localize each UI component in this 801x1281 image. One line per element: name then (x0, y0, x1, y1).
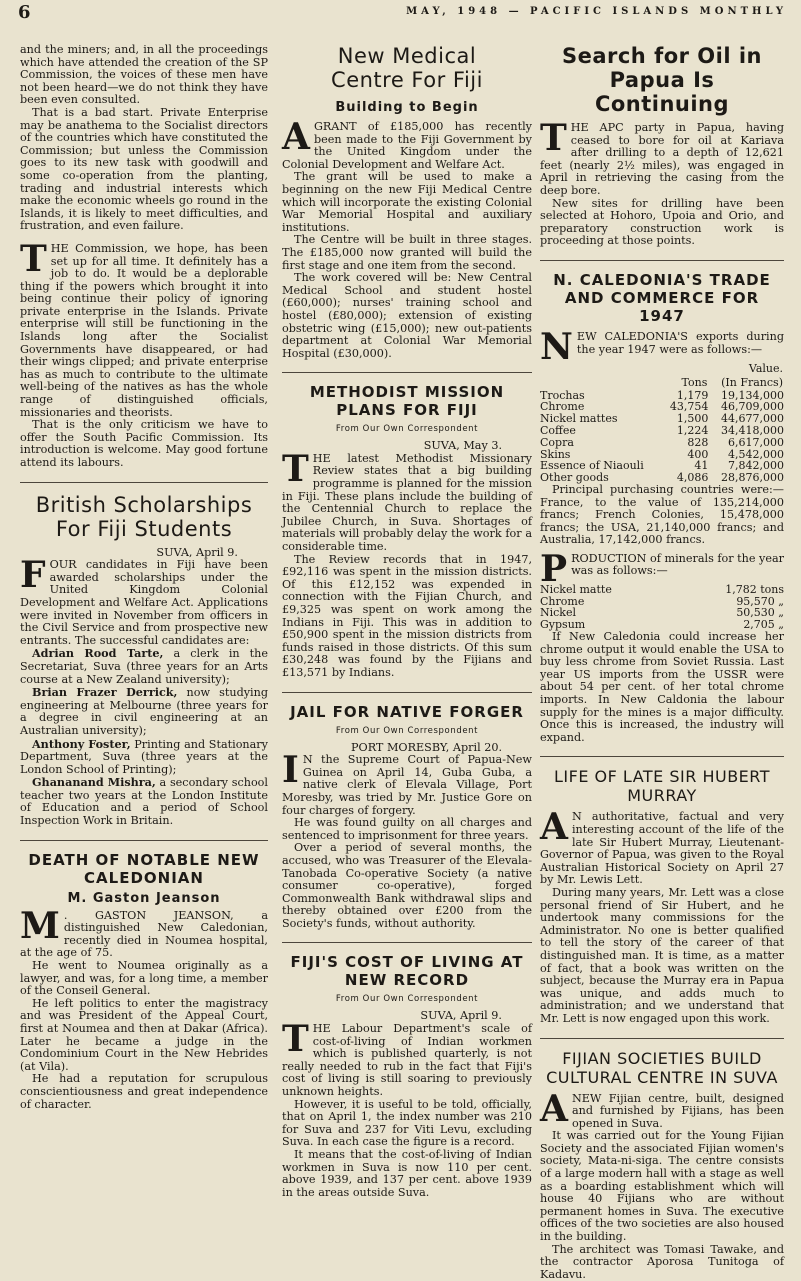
body-paragraph: FOUR candidates in Fiji have been awarded scholarships under the United Kingdom Colonial Development and Welfare Act. Applications were invited in November from officers in the Civil Service and from prospective new entrants. The successful candidates are: (20, 554, 268, 647)
body-paragraph: THE latest Methodist Missionary Review states that a big building programme is planned for the mission in Fiji. These plans include the building of the Centennial Church to replace the Jubilee Church, in Suva. Shortages of materials will probably delay the work for a considerable time. (282, 447, 532, 554)
table-row: Nickel mattes 1,500 44,677,000 (540, 412, 784, 426)
body-paragraph: THE Commission, we hope, has been set up for all time. It definitely has a job to do. It would be a deplorable thing if the powers which brought it into being continue their policy of ignoring private enterprise in the Islands. Private enterprise will still be functioning in the Islands long after the Socialist Governments have disappeared, or had their wings clipped; and private enterprise has as much to contribute to the ultimate well-being of the natives as has the whole range of distinguished officials, missionaries and theorists. (20, 237, 268, 419)
scholar-entry: Ghananand Mishra, a secondary school teacher two years at the London Institute of Education and a period of School Inspection Work in Britain. (20, 775, 268, 828)
body-paragraph: He had a reputation for scrupulous conscientiousness and great independence of character. (20, 1072, 268, 1111)
exports-table (540, 362, 784, 484)
body-paragraph: During many years, Mr. Lett was a close personal friend of Sir Hubert, and he undertook many commissions for the Administrator. No one is better qualified to tell the story of the career of that distinguished man. It is time, as a matter of fact, that a book was written on the subject, because the Murray era in Papua was unique, and adds much to administration; and we understand that Mr. Lett is now engaged upon this work. (540, 885, 784, 1025)
column-1 (20, 44, 268, 1111)
body-paragraph: A N authoritative, factual and very interesting account of the life of the late Sir Hubert Murray, Lieutenant-Governor of Papua, was given to the Royal Australian Historical Society on April 27 by Mr. Lewis Lett. (540, 806, 784, 887)
dateline: PORT MORESBY, April 20. (351, 740, 502, 754)
table-header: Value. (748, 361, 783, 375)
body-paragraph: Principal purchasing countries were:—France, to the value of 135,214,000 francs; French Colonies, 15,478,000 francs; the USA, 21,140,000 francs; and Australia, 17,142,000 francs. (540, 482, 784, 547)
drop-cap: T (540, 117, 567, 159)
article-headline: FIJI'S COST OF LIVING AT NEW RECORD (290, 953, 524, 990)
table-header: Tons (681, 375, 708, 389)
article-headline: LIFE OF LATE SIR HUBERT MURRAY (554, 767, 770, 806)
scholar-entry: Brian Frazer Derrick, now studying engineering at Melbourne (three years for a degree in civil engineering at an Australian university); (20, 685, 268, 737)
body-paragraph: ANEW Fijian centre, built, designed and furnished by Fijians, has been opened in Suva. (540, 1087, 784, 1130)
drop-cap: P (540, 547, 568, 590)
article-headline: Search for Oil in Papua Is Continuing (561, 44, 763, 116)
body-paragraph: However, it is useful to be told, officially, that on April 1, the index number was 210 for Suva and 237 for Viti Levu, excluding Suva. In each case the figure is a record. (282, 1097, 532, 1149)
scholar-entry: Adrian Rood Tarte, a clerk in the Secretariat, Suva (three years for an Arts course at a New Zealand university); (20, 646, 268, 686)
article-headline: DEATH OF NOTABLE NEW CALEDONIAN (28, 850, 260, 887)
article-headline: METHODIST MISSION PLANS FOR FIJI (309, 383, 505, 420)
table-row: Trochas 1,179 19,134,000 (540, 388, 784, 402)
body-paragraph: PRODUCTION of minerals for the year was as follows:— (540, 547, 784, 590)
body-paragraph: The architect was Tomasi Tawake, and the contractor Aporosa Tunitoga of Kadavu. (540, 1242, 784, 1281)
article-headline: FIJIAN SOCIETIES BUILD CULTURAL CENTRE IN SUVA (546, 1048, 778, 1087)
body-paragraph: The Review records that in 1947, £92,116 was spent in the mission districts. Of this £12,152 was expended in connection with the Fijian Church, and £9,325 was spent on work among the Indians in Fiji. This was in addition to £50,900 spent in the mission districts from funds raised in those districts. Of this sum £30,248 was found by the Fijians and £13,571 by Indians. (282, 552, 532, 679)
byline: From Our Own Correspondent (335, 424, 479, 435)
table-row: Gypsum 2,705 „ (540, 618, 784, 632)
table-row: Coffee 1,224 34,418,000 (540, 423, 784, 437)
body-paragraph: The Centre will be built in three stages. The £185,000 now granted will build the first stage and one item from the second. (282, 233, 532, 272)
column-2 (282, 44, 532, 1199)
body-paragraph: He left politics to enter the magistracy and was President of the Appeal Court, first at Noumea and then at Dakar (Africa). Later he became a judge in the Condominium Court in the New Hebrides (at Vila). (20, 996, 268, 1073)
body-paragraph: THE Labour Department's scale of cost-of-living of Indian workmen which is published quarterly, is not really needed to rub in the fact that Fiji's cost of living is still soaring to previously unknown heights. (282, 1018, 532, 1099)
drop-cap: I (282, 749, 299, 792)
article-divider (540, 260, 784, 261)
article-headline: N. CALEDONIA'S TRADE AND COMMERCE FOR 1947 (553, 270, 771, 325)
column-3 (540, 44, 784, 1281)
body-paragraph: The work covered will be: New Central Medical School and student hostel (£60,000); nurses' training school and hostel (£80,000); extension of existing obstetric wing (£15,000); new out-patients department at Colonial War Memorial Hospital (£30,000). (282, 271, 532, 360)
drop-cap: A (540, 806, 568, 849)
body-paragraph: The grant will be used to make a beginning on the new Fiji Medical Centre which will incorporate the existing Colonial War Memorial Hospital and auxiliary institutions. (282, 170, 532, 234)
drop-cap: T (20, 237, 47, 280)
body-paragraph: New sites for drilling have been selected at Hohoro, Upoia and Orio, and preparatory construction work is proceeding at those points. (540, 196, 784, 248)
table-row: Skins 400 4,542,000 (540, 447, 784, 461)
table-row: Chrome 95,570 „ (540, 594, 784, 608)
body-paragraph: AGRANT of £185,000 has recently been made to the Fiji Government by the United Kingdom under the Colonial Development and Welfare Act. (282, 116, 532, 171)
drop-cap: T (282, 1018, 309, 1061)
body-paragraph: He was found guilty on all charges and sentenced to imprisonment for three years. (282, 816, 532, 842)
table-row: Chrome 43,754 46,709,000 (540, 400, 784, 414)
drop-cap: M (20, 904, 60, 947)
table-header: (In Francs) (721, 375, 783, 389)
body-paragraph: I N the Supreme Court of Papua-New Guinea on April 14, Guba Guba, a native clerk of Elevala Village, Port Moresby, was tried by Mr. Justice Gore on four charges of forgery. (282, 749, 532, 817)
article-divider (540, 756, 784, 757)
body-paragraph: That is the only criticism we have to offer the South Pacific Commission. Its introduction is welcome. May good fortune attend its labours. (20, 418, 268, 469)
running-head: MAY, 1948 — PACIFIC ISLANDS MONTHLY (406, 6, 787, 17)
body-paragraph: It means that the cost-of-living of Indian workmen in Suva is now 110 per cent. above 1939, and 137 per cent. above 1939 in the areas outside Suva. (282, 1148, 532, 1199)
drop-cap: T (282, 447, 309, 490)
article-headline: New Medical Centre For Fiji (331, 44, 483, 92)
article-divider (282, 692, 532, 693)
article-divider (282, 942, 532, 943)
article-divider (20, 482, 268, 483)
article-divider (540, 1038, 784, 1039)
dateline: SUVA, May 3. (423, 439, 502, 453)
byline: From Our Own Correspondent (335, 725, 479, 736)
drop-cap: N (540, 325, 573, 368)
body-paragraph: That is a bad start. Private Enterprise may be anathema to the Socialist directors of the countries which have constituted the Commission; but unless the Commission goes to its new task with goodwill and some co-operation from the planting, trading and industrial interests which make the economic wheels go round in the Islands, it is likely to meet difficulties, and frustration, and even failure. (20, 105, 268, 233)
drop-cap: A (282, 116, 310, 158)
body-paragraph: Over a period of several months, the accused, who was Treasurer of the Elevala-Tanobada Co-operative Society (a native consumer co-operative), forged Commonwealth Bank withdrawal slips and thereby obtained over £200 from the Society's funds, without authority. (282, 841, 532, 930)
minerals-table (540, 584, 784, 631)
article-headline: British Scholarships For Fiji Students (35, 492, 253, 541)
article-subhead: M. Gaston Jeanson (67, 890, 221, 906)
table-row: Nickel 50,530 „ (540, 606, 784, 620)
scholar-entry: Anthony Foster, Printing and Stationary Department, Suva (three years at the London School of Printing); (20, 736, 268, 776)
byline: From Our Own Correspondent (335, 994, 479, 1005)
article-divider (20, 840, 268, 841)
body-paragraph: It was carried out for the Young Fijian Society and the associated Fijian women's society, Mata-ni-siga. The centre consists of a large modern hall with a stage as well as a boarding establishment which will house 40 Fijians who are without permanent homes in Suva. The executive offices of the two societies are also housed in the building. (540, 1129, 784, 1244)
dateline: SUVA, April 9. (156, 545, 238, 559)
table-row: Essence of Niaouli 41 7,842,000 (540, 459, 784, 473)
body-paragraph: THE APC party in Papua, having ceased to bore for oil at Kariava after drilling to a depth of 12,621 feet (nearly 2½ miles), was engaged in April in retrieving the casing from the deep bore. (540, 117, 784, 197)
body-paragraph: He went to Noumea originally as a lawyer, and was, for a long time, a member of the Conseil General. (20, 959, 268, 998)
article-headline: JAIL FOR NATIVE FORGER (290, 702, 524, 721)
table-row: Copra 828 6,617,000 (540, 435, 784, 449)
dateline: SUVA, April 9. (420, 1009, 502, 1023)
article-divider (282, 372, 532, 373)
article-subhead: Building to Begin (335, 100, 479, 115)
body-paragraph: NEW CALEDONIA'S exports during the year 1947 were as follows:— (540, 325, 784, 368)
drop-cap: F (20, 554, 46, 597)
body-paragraph: M . GASTON JEANSON, a distinguished New Caledonian, recently died in Noumea hospital, at the age of 75. (20, 904, 268, 960)
body-paragraph: If New Caledonia could increase her chrome output it would enable the USA to buy less chrome from Soviet Russia. Last year US imports from the USSR were about 54 per cent. of her total chrome imports. In New Caldonia the labour supply for the mines is a major difficulty. Once this is increased, the industry will expand. (540, 630, 784, 744)
page-number: 6 (18, 2, 31, 23)
body-paragraph: and the miners; and, in all the proceedings which have attended the creation of the SP Commission, the voices of these men have not been heard—we do not think they have been even consulted. (20, 43, 268, 107)
table-row: Nickel matte 1,782 tons (540, 582, 784, 596)
table-row: Other goods 4,086 28,876,000 (540, 471, 784, 485)
drop-cap: A (540, 1087, 568, 1130)
